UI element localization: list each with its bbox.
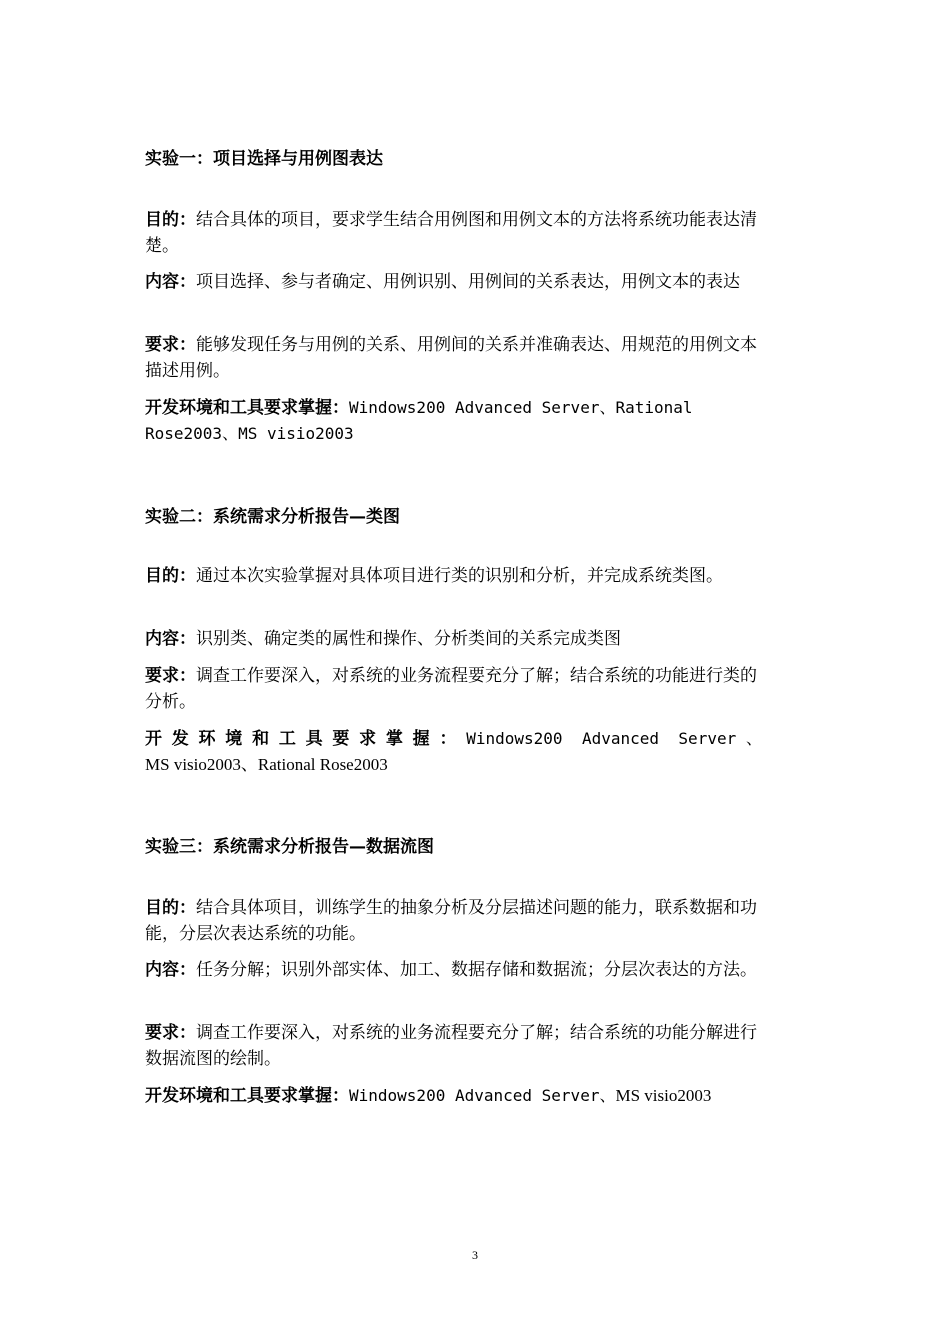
- purpose-label: 目的：: [145, 898, 196, 918]
- purpose-label: 目的：: [145, 210, 196, 230]
- env-label: 开发环境和工具要求掌握：: [145, 729, 467, 749]
- requirement-text: 调查工作要深入，对系统的业务流程要充分了解；结合系统的功能进行类的分析。: [145, 666, 757, 712]
- env-label: 开发环境和工具要求掌握：: [145, 1086, 349, 1106]
- content-label: 内容：: [145, 960, 196, 980]
- requirement-label: 要求：: [145, 335, 196, 355]
- env-line-2: MS visio2003、Rational Rose2003: [145, 755, 388, 774]
- env-text-a: Windows200 Advanced Server、: [349, 1086, 616, 1105]
- requirement-text: 调查工作要深入，对系统的业务流程要充分了解；结合系统的功能分解进行数据流图的绘制。: [145, 1023, 757, 1069]
- section-1-content: [145, 269, 790, 295]
- section-2-requirement: [145, 663, 765, 715]
- section-3-title: 实验三：系统需求分析报告—数据流图: [145, 837, 434, 857]
- purpose-text: 结合具体的项目，要求学生结合用例图和用例文本的方法将系统功能表达清楚。: [145, 210, 757, 256]
- env-text-a: Windows200 Advanced Server、: [466, 729, 762, 748]
- section-2-content: [145, 626, 790, 652]
- content-text: 项目选择、参与者确定、用例识别、用例间的关系表达，用例文本的表达: [196, 272, 740, 292]
- section-3-content: [145, 957, 790, 983]
- section-3-environment: [145, 1083, 785, 1109]
- requirement-label: 要求：: [145, 666, 196, 686]
- requirement-text: 能够发现任务与用例的关系、用例间的关系并准确表达、用规范的用例文本描述用例。: [145, 335, 757, 381]
- section-1-title: 实验一：项目选择与用例图表达: [145, 149, 383, 169]
- env-text: Windows200 Advanced Server、Rational Rose2003、MS visio2003: [145, 398, 693, 443]
- env-label: 开发环境和工具要求掌握：: [145, 398, 349, 418]
- section-3-purpose: [145, 895, 765, 947]
- purpose-text: 通过本次实验掌握对具体项目进行类的识别和分析，并完成系统类图。: [196, 566, 723, 586]
- content-text: 任务分解；识别外部实体、加工、数据存储和数据流；分层次表达的方法。: [196, 960, 757, 980]
- page-number: 3: [472, 1248, 478, 1262]
- env-text-b: MS visio2003: [615, 1086, 712, 1105]
- env-line-1: [145, 726, 762, 752]
- section-1-environment: [145, 395, 735, 447]
- section-2-environment: [145, 726, 762, 778]
- purpose-text: 结合具体项目，训练学生的抽象分析及分层描述问题的能力，联系数据和功能，分层次表达系统的功能。: [145, 898, 757, 944]
- purpose-label: 目的：: [145, 566, 196, 586]
- section-1-purpose: [145, 207, 765, 259]
- content-text: 识别类、确定类的属性和操作、分析类间的关系完成类图: [196, 629, 621, 649]
- section-2-title: 实验二：系统需求分析报告—类图: [145, 507, 400, 527]
- content-label: 内容：: [145, 629, 196, 649]
- section-1-requirement: [145, 332, 765, 384]
- requirement-label: 要求：: [145, 1023, 196, 1043]
- content-label: 内容：: [145, 272, 196, 292]
- section-2-purpose: [145, 563, 765, 589]
- section-3-requirement: [145, 1020, 765, 1072]
